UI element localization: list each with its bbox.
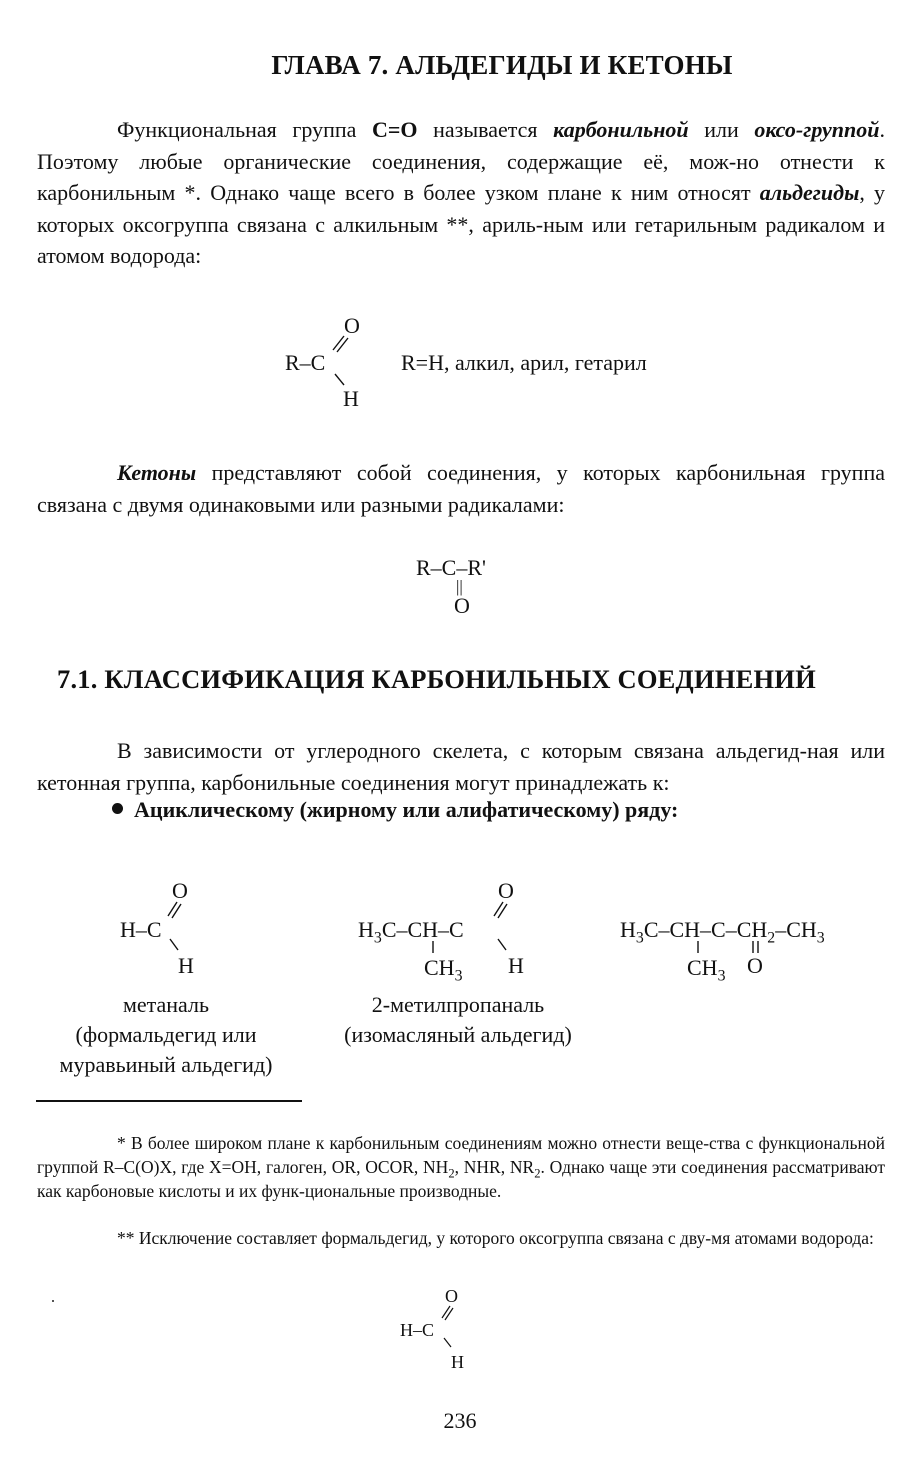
caption-line: муравьиный альдегид) — [59, 1052, 273, 1077]
footnote-separator — [36, 1100, 302, 1102]
footnote-2: ** Исключение составляет формальдегид, у которого оксогруппа связана с дву-мя атомами водорода: — [117, 1228, 874, 1248]
atom-o: O — [445, 1286, 458, 1306]
term-aldehydes: альдегиды — [759, 180, 860, 205]
term-oxo: оксо-группой — [754, 117, 880, 142]
intro-text-3: или — [688, 117, 755, 142]
methylpropanal-structure — [356, 877, 546, 987]
ketone-example-structure — [620, 910, 900, 990]
ketones-text: представляют собой соединения, у которых карбонильная группа связана с двумя одинаковыми или разными радикалами: — [37, 460, 885, 517]
ketone-example-bonds — [620, 910, 900, 990]
methanal-structure — [116, 877, 226, 982]
atom-h: H — [508, 953, 524, 978]
main-chain: $H_3C-CH-C$ — [358, 917, 464, 947]
atom-h: H — [343, 386, 359, 411]
methylpropanal-caption — [310, 990, 606, 1050]
atom-o: O — [498, 878, 514, 903]
carbonyl-group-formula: C=O — [372, 117, 418, 142]
footnote-1: * В более широком плане к карбонильным соединениям можно отнести веще-ства с функциональной группой R–C(O)X, где X=OH, галоген, OR, OCOR, $NH_2$, NHR, $NR_2$. Однако чаще эти соединения рассматривают как карбоновые кислоты и их функ-циональные производные. — [37, 1133, 885, 1201]
intro-text-5: , у которых оксогруппа связана с алкильным **, ариль-ным или гетарильным радикалом и атомом водорода: — [37, 180, 886, 268]
atom-h: H — [178, 953, 194, 978]
ketones-paragraph — [37, 457, 885, 520]
bullet-dot-icon — [112, 803, 123, 814]
caption-line: (формальдегид или — [75, 1022, 257, 1047]
aldehyde-general-structure — [282, 310, 402, 415]
methyl-branch: $CH_3$ — [424, 955, 463, 985]
atom-o: O — [344, 313, 360, 338]
ketone-general-structure — [416, 557, 526, 627]
ketone-formula: R–C–R' — [416, 555, 486, 580]
scan-speck — [52, 1300, 54, 1302]
intro-text-4: . Поэтому любые органические соединения, содержащие её, мож-но отнести к карбонильным *. Однако чаще всего в более узком плане к ним относят — [37, 117, 886, 205]
ketone-double-bond: || — [456, 577, 463, 596]
ketone-oxygen: O — [454, 593, 470, 618]
section-paragraph — [37, 735, 885, 798]
methyl-branch: $CH_3$ — [687, 955, 726, 985]
caption-line: метаналь — [122, 992, 210, 1017]
ketone-oxygen: O — [747, 953, 763, 978]
main-chain: $H_3C-CH-C-CH_2-CH_3$ — [620, 917, 825, 947]
section-title: 7.1. КЛАССИФИКАЦИЯ КАРБОНИЛЬНЫХ СОЕДИНЕНИЙ — [57, 664, 816, 694]
page-number: 236 — [443, 1408, 477, 1433]
atom-o: O — [172, 878, 188, 903]
caption-line: 2-метилпропаналь — [371, 992, 545, 1017]
r-definition: R=H, алкил, арил, гетарил — [401, 350, 647, 375]
atom-h-c: H–C — [120, 917, 162, 942]
intro-text-1: Функциональная группа — [117, 117, 372, 142]
term-ketones: Кетоны — [117, 460, 197, 485]
caption-line: (изомасляный альдегид) — [344, 1022, 572, 1047]
bullet-text: Ациклическому (жирному или алифатическому) ряду: — [134, 797, 679, 822]
term-carbonyl: карбонильной — [553, 117, 689, 142]
atom-h: H — [451, 1352, 464, 1372]
intro-paragraph — [37, 114, 885, 272]
atom-r-c: R–C — [285, 350, 326, 375]
bullet-item — [112, 797, 678, 823]
formaldehyde-structure — [398, 1285, 488, 1380]
section-text: В зависимости от углеродного скелета, с которым связана альдегид-ная или кетонная группа, карбонильные соединения могут принадлежать к: — [37, 738, 885, 795]
atom-h-c: H–C — [400, 1320, 435, 1340]
methanal-caption — [26, 990, 306, 1080]
chapter-title: ГЛАВА 7. АЛЬДЕГИДЫ И КЕТОНЫ — [271, 50, 733, 80]
intro-text-2: называется — [417, 117, 554, 142]
